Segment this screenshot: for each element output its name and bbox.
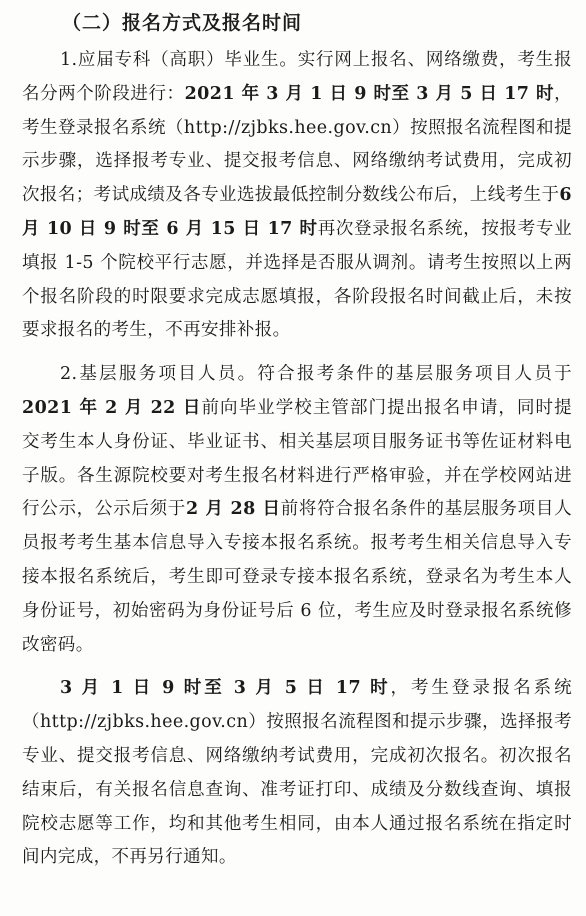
paragraph-text: ，考生登录报名系统（http://zjbks.hee.gov.cn）按照报名流程图和提示步骤，选择报考专业、提交报考信息、网络缴纳考试费用，完成初次报名；考试成绩及各专业选拔最低控制分数线公布后，上线考生于 [22, 83, 572, 206]
date-range-highlight: 2021 年 3 月 1 日 9 时至 3 月 5 日 17 时 [184, 83, 555, 104]
paragraph-1 [22, 44, 572, 348]
paragraph-text: 再次登录报名系统，按报考专业填报 1-5 个院校平行志愿，并选择是否服从调剂。请考生按照以上两个报名阶段的时限要求完成志愿填报，各阶段报名时间截止后，未按要求报名的考生，不再安排补报。 [22, 218, 572, 341]
paragraph-2 [22, 358, 572, 662]
paragraph-3 [22, 672, 572, 875]
date-highlight: 2 月 28 日 [186, 499, 281, 520]
date-range-highlight: 6 月 10 日 9 时至 6 月 15 日 17 时 [22, 185, 572, 239]
paragraph-text: 前向毕业学校主管部门提出报名申请，同时提交考生本人身份证、毕业证书、相关基层项目服务证书等佐证材料电子版。各生源院校要对考生报名材料进行严格审验，并在学校网站进行公示，公示后须于 [22, 397, 573, 520]
section-heading: （二）报名方式及报名时间 [62, 12, 303, 34]
paragraph-text: 1.应届专科（高职）毕业生。实行网上报名、网络缴费，考生报名分两个阶段进行： [22, 50, 572, 104]
paragraph-text: 2.基层服务项目人员。符合报考条件的基层服务项目人员于 [60, 364, 572, 385]
date-highlight: 2021 年 2 月 22 日 [22, 397, 202, 418]
paragraph-text: 前将符合报名条件的基层服务项目人员报考考生基本信息导入专接本报名系统。报考考生相关信息导入专接本报名系统后，考生即可登录专接本报名系统，登录名为考生本人身份证号，初始密码为身份证号后 6 位，考生应及时登录报名系统修改密码。 [22, 499, 572, 655]
date-range-highlight: 3 月 1 日 9 时至 3 月 5 日 17 时 [60, 678, 391, 699]
paragraph-text: ，考生登录报名系统（http://zjbks.hee.gov.cn）按照报名流程图和提示步骤，选择报考专业、提交报考信息、网络缴纳考试费用，完成初次报名。初次报名结束后，有关报名信息查询、准考证打印、成绩及分数线查询、填报院校志愿等工作，均和其他考生相同，由本人通过报名系统在指定时间内完成，不再另行通知。 [22, 678, 572, 868]
